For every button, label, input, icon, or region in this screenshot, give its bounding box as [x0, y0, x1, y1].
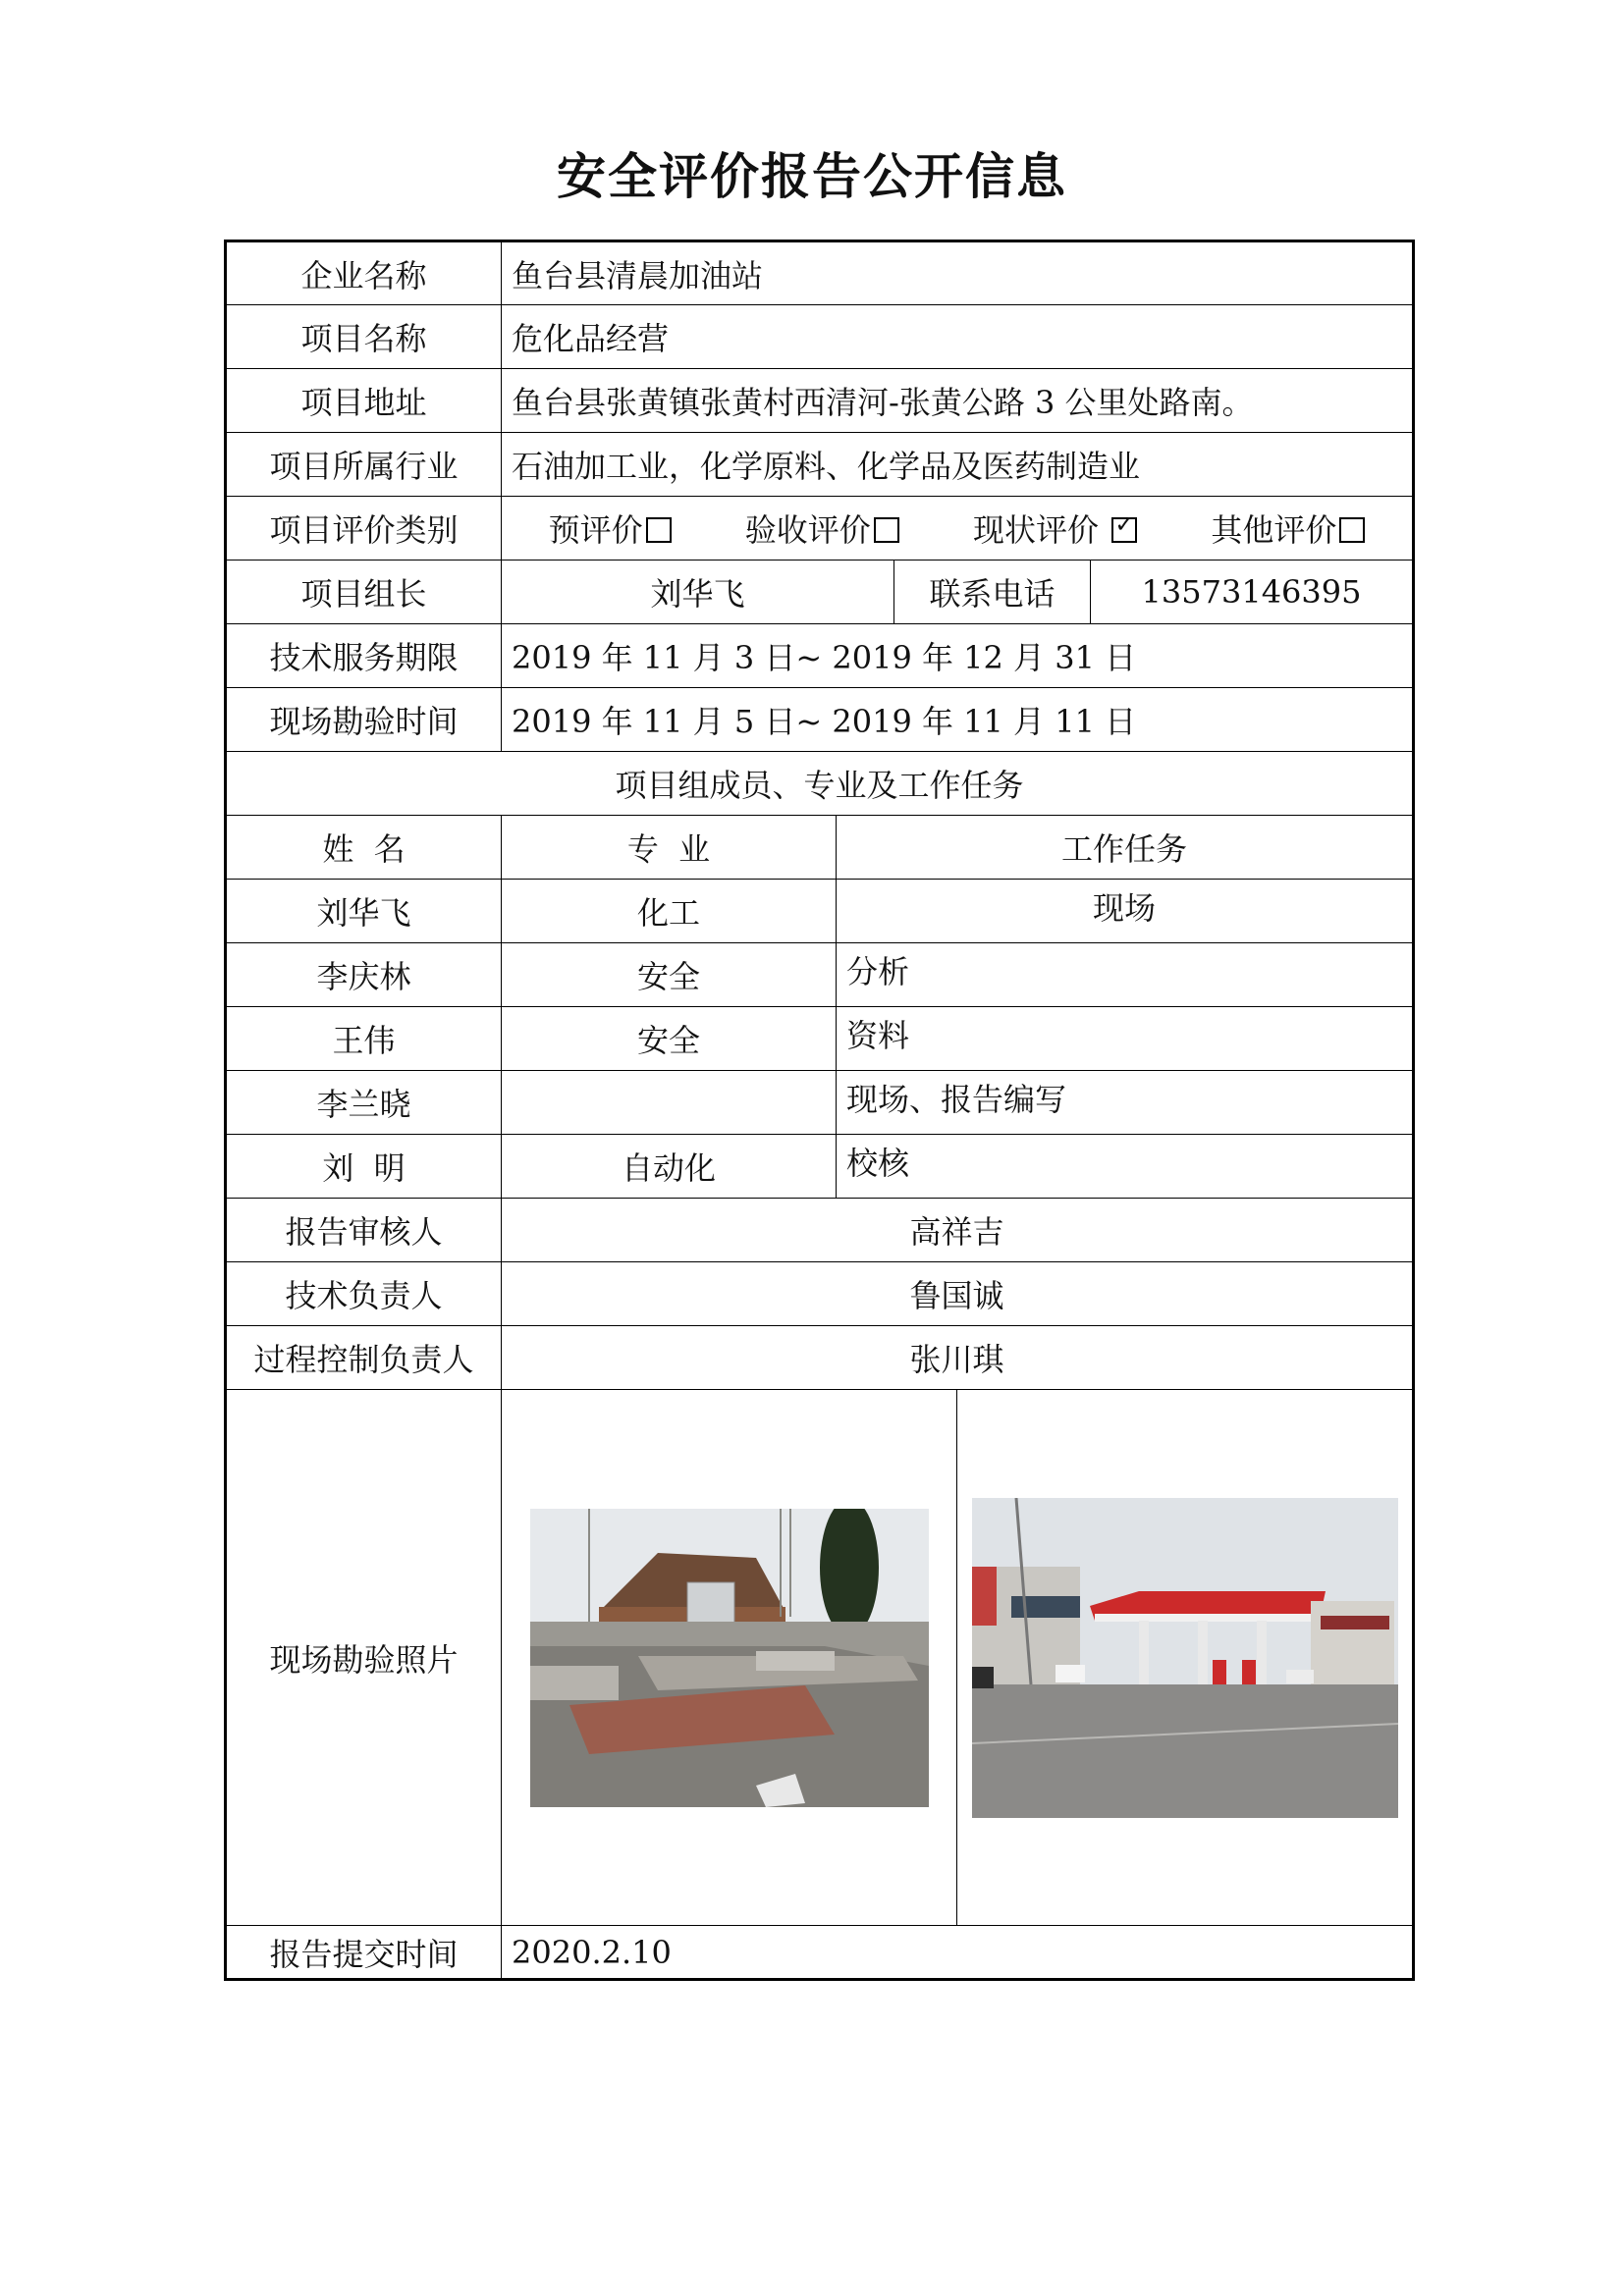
member-major: 自动化	[502, 1135, 837, 1199]
site-photo-tank-area	[530, 1509, 929, 1807]
member-major: 安全	[502, 1007, 837, 1071]
category-current: 现状评价 ✓	[973, 506, 1137, 551]
member-task: 校核	[837, 1135, 1414, 1199]
member-major: 安全	[502, 943, 837, 1007]
project-value: 危化品经营	[502, 305, 1414, 369]
header-task: 工作任务	[837, 816, 1414, 880]
member-row	[226, 943, 1414, 1007]
survey-time-label: 现场勘验时间	[226, 688, 502, 752]
photo-box-right	[956, 1390, 1412, 1925]
checkbox-other	[1339, 517, 1365, 543]
member-task: 现场	[837, 880, 1414, 943]
leader-label: 项目组长	[226, 561, 502, 624]
service-period-label: 技术服务期限	[226, 624, 502, 688]
member-name: 王伟	[226, 1007, 502, 1071]
company-label: 企业名称	[226, 241, 502, 305]
member-row	[226, 1135, 1414, 1199]
checkbox-current-checked	[1111, 517, 1137, 543]
member-task: 分析	[837, 943, 1414, 1007]
member-name: 李兰晓	[226, 1071, 502, 1135]
member-major	[502, 1071, 837, 1135]
survey-time-value: 2019 年 11 月 5 日~ 2019 年 11 月 11 日	[502, 688, 1414, 752]
category-pre: 预评价	[549, 506, 672, 551]
service-period-value: 2019 年 11 月 3 日~ 2019 年 12 月 31 日	[502, 624, 1414, 688]
category-label: 项目评价类别	[226, 497, 502, 561]
industry-value: 石油加工业，化学原料、化学品及医药制造业	[502, 433, 1414, 497]
project-label: 项目名称	[226, 305, 502, 369]
tech-lead-label: 技术负责人	[226, 1262, 502, 1326]
address-label: 项目地址	[226, 369, 502, 433]
header-name: 姓 名	[226, 816, 502, 880]
phone-label: 联系电话	[894, 561, 1091, 624]
member-row	[226, 1007, 1414, 1071]
category-options	[502, 497, 1414, 561]
submit-label: 报告提交时间	[226, 1926, 502, 1980]
checkbox-acceptance	[874, 517, 899, 543]
member-row	[226, 1071, 1414, 1135]
checkbox-pre	[646, 517, 672, 543]
members-section-title: 项目组成员、专业及工作任务	[226, 752, 1414, 816]
header-major: 专 业	[502, 816, 837, 880]
company-value: 鱼台县清晨加油站	[502, 241, 1414, 305]
photo-box-left	[502, 1390, 956, 1925]
photos-cell	[502, 1390, 1414, 1926]
member-major: 化工	[502, 880, 837, 943]
page-title: 安全评价报告公开信息	[557, 147, 1067, 205]
member-name: 刘华飞	[226, 880, 502, 943]
member-task: 资料	[837, 1007, 1414, 1071]
member-row	[226, 880, 1414, 943]
leader-value: 刘华飞	[502, 561, 894, 624]
phone-value: 13573146395	[1091, 561, 1414, 624]
submit-date: 2020.2.10	[502, 1926, 1414, 1980]
photos-label: 现场勘验照片	[226, 1390, 502, 1926]
tech-lead-value: 鲁国诚	[502, 1262, 1414, 1326]
reviewer-label: 报告审核人	[226, 1199, 502, 1262]
category-other: 其他评价	[1211, 506, 1365, 551]
member-name: 李庆林	[226, 943, 502, 1007]
category-acceptance: 验收评价	[745, 506, 899, 551]
process-lead-label: 过程控制负责人	[226, 1326, 502, 1390]
process-lead-value: 张川琪	[502, 1326, 1414, 1390]
industry-label: 项目所属行业	[226, 433, 502, 497]
member-name: 刘 明	[226, 1135, 502, 1199]
member-task: 现场、报告编写	[837, 1071, 1414, 1135]
site-photo-gas-station	[972, 1498, 1398, 1818]
address-value: 鱼台县张黄镇张黄村西清河-张黄公路 3 公里处路南。	[502, 369, 1414, 433]
report-table	[224, 240, 1415, 1981]
reviewer-value: 高祥吉	[502, 1199, 1414, 1262]
